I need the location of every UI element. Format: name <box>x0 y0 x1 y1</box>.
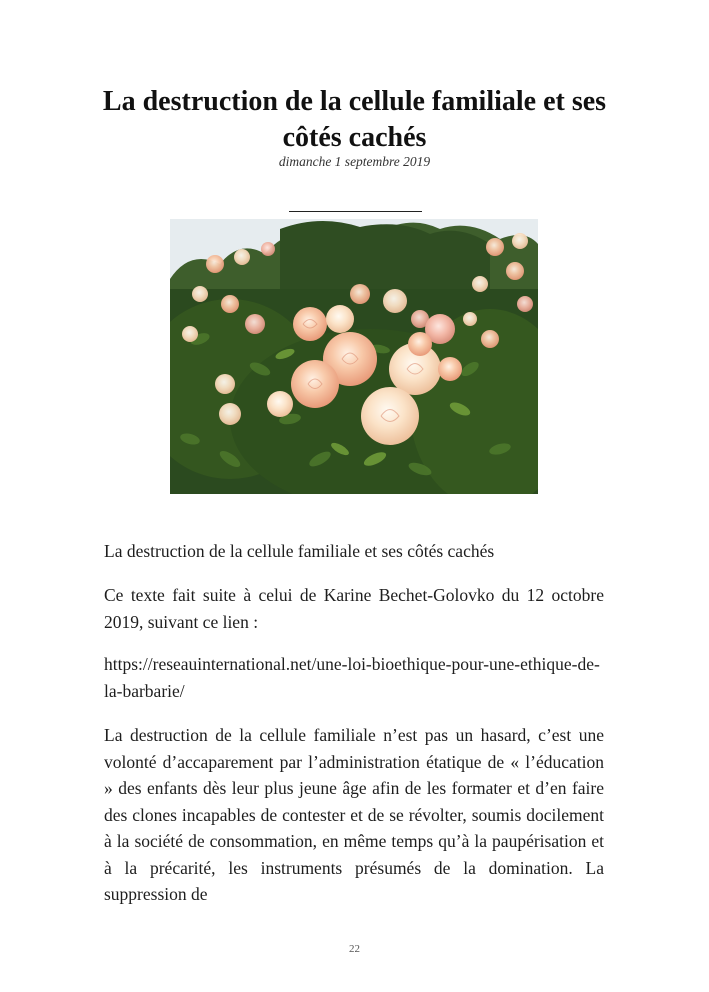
source-link[interactable]: https://reseauinternational.net/une-loi-bioethique-pour-une-ethique-de-la-barbarie/ <box>104 654 600 701</box>
intro-paragraph: Ce texte fait suite à celui de Karine Bechet-Golovko du 12 octobre 2019, suivant ce lien : <box>104 585 604 632</box>
article-date: dimanche 1 septembre 2019 <box>278 154 431 169</box>
article-subtitle: La destruction de la cellule familiale et ses côtés cachés <box>104 541 495 561</box>
roses-photo <box>170 219 538 494</box>
article-title: La destruction de la cellule familiale et ses côtés cachés <box>102 86 607 153</box>
title-divider <box>289 211 422 212</box>
body-paragraph: La destruction de la cellule familiale n’est pas un hasard, c’est une volonté d’accaparement par l’administration étatique de « l’éducation » des enfants dès leur plus jeune âge afin de les formater et d’en faire des clones incapables de contester et de se révolter, soumis docilement à la société de consommation, en même temps qu’à la paupérisation et à la précarité, les instruments présumés de la domination. La suppression de <box>104 725 604 904</box>
page-number: 22 <box>349 943 360 955</box>
